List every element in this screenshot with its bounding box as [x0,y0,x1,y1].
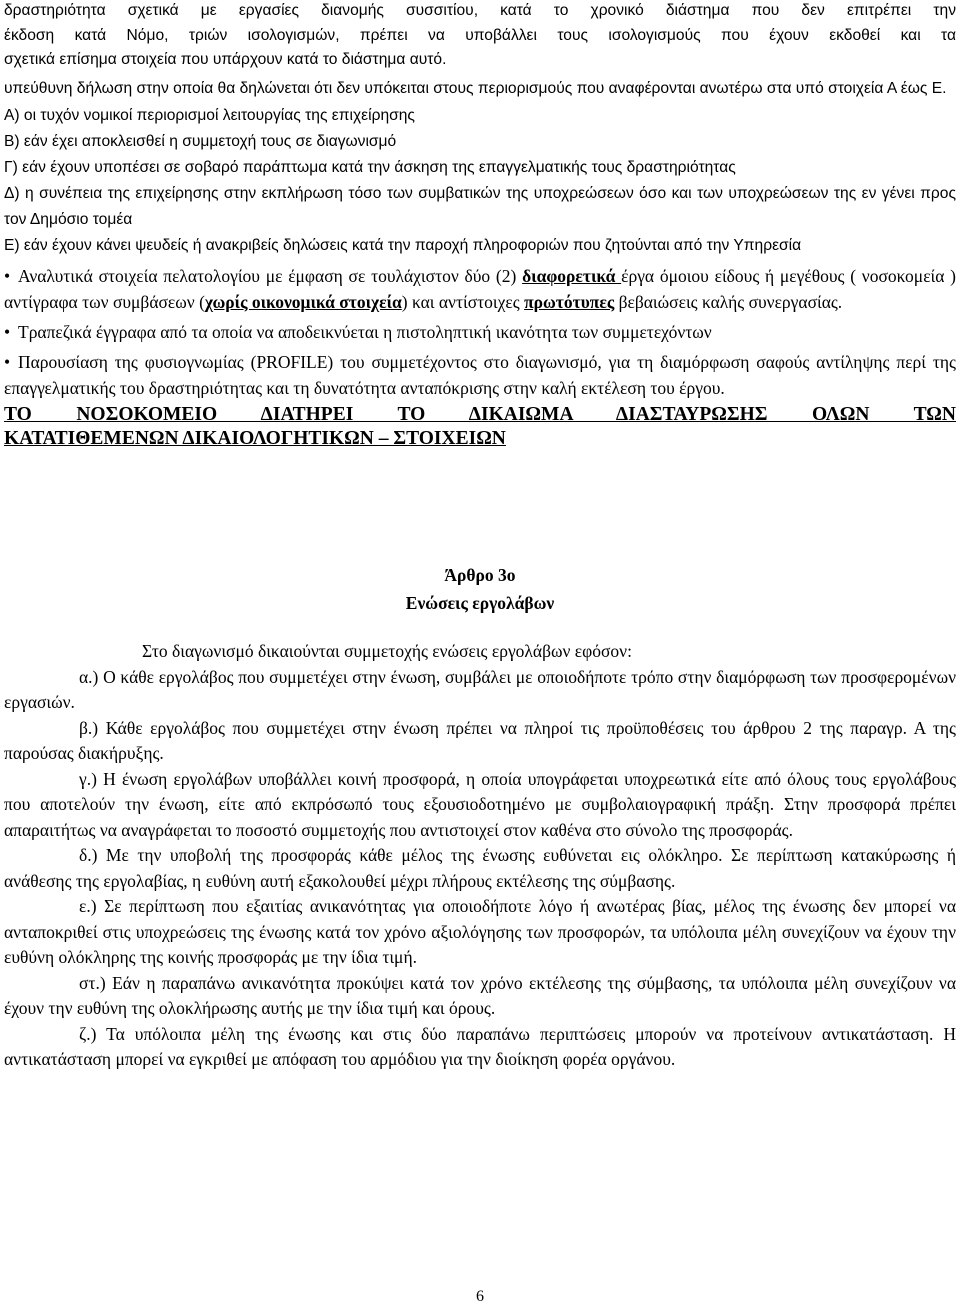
warning-line-1: ΤΟ ΝΟΣΟΚΟΜΕΙΟ ΔΙΑΤΗΡΕΙ ΤΟ ΔΙΚΑΙΩΜΑ ΔΙΑΣΤΑΥΡΩΣΗΣ ΟΛΩΝ ΤΩΝ [4,404,956,425]
intro-line-1: δραστηριότητα σχετικά με εργασίες διανομής συσσιτίου, κατά το χρονικό διάστημα που δεν επιτρέπει την [4,2,956,19]
emphasis-originals: πρωτότυπες [524,292,615,312]
bullet-client-list: • Αναλυτικά στοιχεία πελατολογίου με έμφαση σε τουλάχιστον δύο (2) διαφορετικά έργα όμοιου είδους ή μεγέθους ( νοσοκομεία ) αντίγραφα των συμβάσεων (χωρίς οικονομικά στοιχεία) και αντίστοιχες πρωτότυπες βεβαιώσεις καλής συνεργασίας. [4,263,956,315]
article-item-z: ζ.) Τα υπόλοιπα μέλη της ένωσης και στις δύο παραπάνω περιπτώσεις μπορούν να προτείνουν αντικατάσταση. Η αντικατάσταση μπορεί να εγκριθεί με απόφαση του αρμόδιου για την διοίκηση φορέα οργάνου. [4,1023,956,1069]
intro-block [4,0,956,101]
article-body [4,639,956,1073]
cross-check-warning [4,403,956,451]
restriction-d: Δ) η συνέπεια της επιχείρησης στην εκπλήρωση τόσο των συμβατικών της υποχρεώσεων όσο και των υποχρεώσεων της εν γένει προς τον Δημόσιο τομέα [4,185,956,228]
restriction-e: Ε) εάν έχουν κάνει ψευδείς ή ανακριβείς δηλώσεις κατά την παροχή πληροφοριών που ζητούνται από την Υπηρεσία [4,237,802,254]
restriction-a: Α) οι τυχόν νομικοί περιορισμοί λειτουργίας της επιχείρησης [4,107,415,124]
bullet-icon: • [4,352,11,372]
restriction-c: Γ) εάν έχουν υποπέσει σε σοβαρό παράπτωμα κατά την άσκηση της επαγγελματικής τους δραστηριότητας [4,159,736,176]
article-item-st: στ.) Εάν η παραπάνω ανικανότητα προκύψει κατά τον χρόνο εκτέλεσης της σύμβασης, τα υπόλοιπα μέλη συνεχίζουν να έχουν την ευθύνη της ολοκλήρωσης αυτής με την ίδια τιμή και όρους. [4,972,956,1018]
warning-line-2: ΚΑΤΑΤΙΘΕΜΕΝΩΝ ΔΙΚΑΙΟΛΟΓΗΤΙΚΩΝ – ΣΤΟΙΧΕΙΩΝ [4,428,506,449]
article-item-a: α.) Ο κάθε εργολάβος που συμμετέχει στην ένωση, συμβάλει με οποιοδήποτε τρόπο στην διαμόρφωση των προσφερομένων εργασιών. [4,666,956,712]
bullet-icon: • [4,322,11,342]
restrictions-list [4,103,956,259]
article-item-c: γ.) Η ένωση εργολάβων υποβάλλει κοινή προσφορά, η οποία υπογράφεται υποχρεωτικά είτε από όλους τους εργολάβους που αποτελούν την ένωση, είτε από εκπρόσωπό τους εξουσιοδοτημένο με συμβολαιογραφική πράξη. Στην προσφορά πρέπει απαραιτήτως να αναγράφεται το ποσοστό συμμετοχής που αντιστοιχεί στον καθένα στο σύνολο της προσφοράς. [4,768,956,840]
article-item-b: β.) Κάθε εργολάβος που συμμετέχει στην ένωση πρέπει να πληροί τις προϋποθέσεις του άρθρου 2 της παραγρ. Α της παρούσας διακήρυξης. [4,717,956,763]
emphasis-no-financial: χωρίς οικονομικά στοιχεία [204,292,402,312]
bullet-icon: • [4,266,11,286]
article-title: Άρθρο 3ο [444,565,516,585]
page-number: 6 [476,1288,484,1305]
intro-line-2: έκδοση κατά Νόμο, τριών ισολογισμών, πρέπει να υποβάλλει τους ισολογισμούς που έχουν εκδοθεί και τα [4,26,956,44]
emphasis-different: διαφορετικά [522,266,622,286]
article-item-d: δ.) Με την υποβολή της προσφοράς κάθε μέλος της ένωσης ευθύνεται εις ολόκληρο. Σε περίπτωση κατακύρωσης ή ανάθεσης της εργολαβίας, η ευθύνη αυτή εξακολουθεί μέχρι πλήρους εκτέλεσης της σύμβασης. [4,845,956,891]
restriction-b: Β) εάν έχει αποκλεισθεί η συμμετοχή τους σε διαγωνισμό [4,133,397,150]
article-item-e: ε.) Σε περίπτωση που εξαιτίας ανικανότητας για οποιοδήποτε λόγο ή ανωτέρας βίας, μέλος της ένωσης δεν μπορεί να ανταποκριθεί στις υποχρεώσεις της ένωσης κατά τον χρόνο αξιολόγησης των προσφορών, τα υπόλοιπα μέλη συνεχίζουν να έχουν την ευθύνη ολόκληρης της κοινής προσφοράς με την ίδια τιμή. [4,896,956,967]
article-intro: Στο διαγωνισμό δικαιούνται συμμετοχής ενώσεις εργολάβων εφόσον: [142,641,632,661]
article-subtitle: Ενώσεις εργολάβων [405,593,555,613]
requirements-bullets [4,263,956,401]
bullet-bank-documents: • Τραπεζικά έγγραφα από τα οποία να αποδεικνύεται η πιστοληπτική ικανότητα των συμμετεχόντων [4,319,956,345]
bullet-profile: • Παρουσίαση της φυσιογνωμίας (PROFILE) του συμμετέχοντος στο διαγωνισμό, για τη διαμόρφωση σαφούς αντίληψης περί της επαγγελματικής του δραστηριότητας και τη δυνατότητα ανταπόκρισης στην καλή εκτέλεση του έργου. [4,349,956,401]
declaration-paragraph: υπεύθυνη δήλωση στην οποία θα δηλώνεται ότι δεν υπόκειται στους περιορισμούς που αναφέρονται ανωτέρω στα υπό στοιχεία Α έως Ε. [4,79,947,97]
intro-line-3: σχετικά επίσημα στοιχεία που υπάρχουν κατά το διάστημα αυτό. [4,51,447,68]
